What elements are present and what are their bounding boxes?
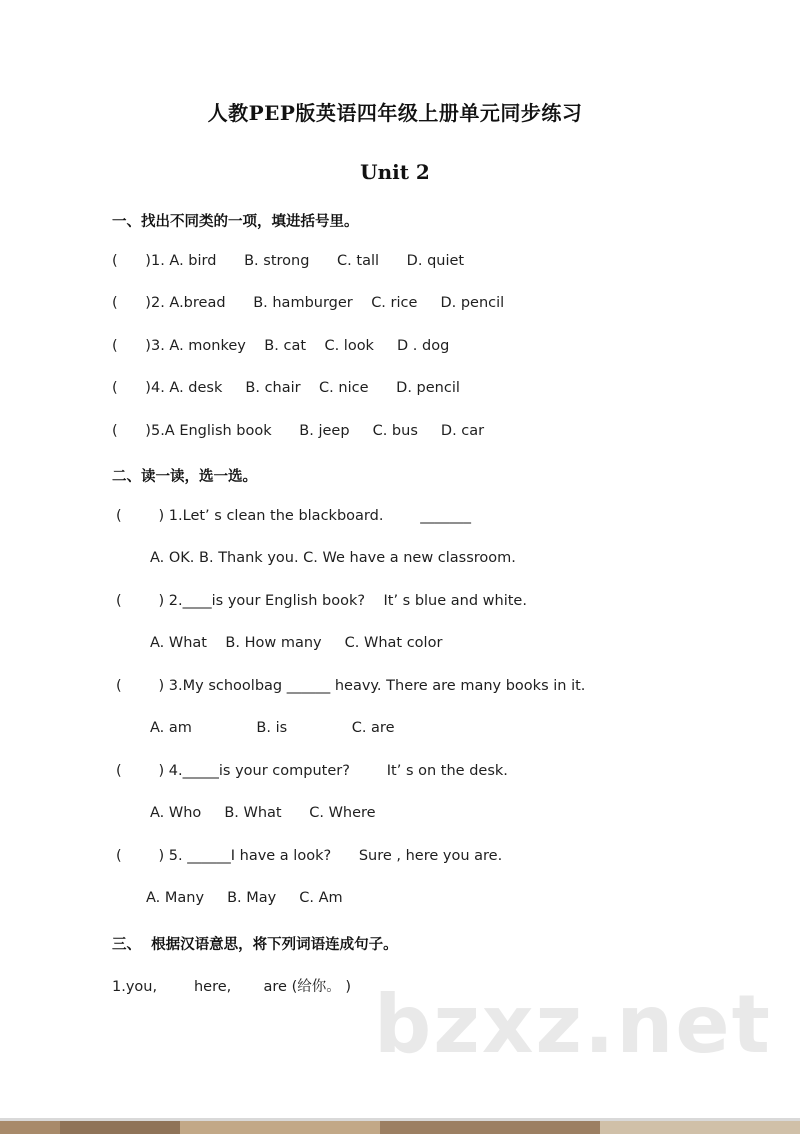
section2-heading: 二、读一读，选一选。 xyxy=(112,469,257,485)
section2-question-2: ( ) 2.____is your English book? It’ s blue and white. xyxy=(116,593,527,609)
section1-item-2: ( )2. A.bread B. hamburger C. rice D. pencil xyxy=(112,295,505,311)
section2-question-3: ( ) 3.My schoolbag ______ heavy. There are many books in it. xyxy=(116,678,586,694)
unit-title: Unit 2 xyxy=(360,160,430,184)
section2-options-4: A. Who B. What C. Where xyxy=(150,805,376,821)
site-watermark: bzxz.net xyxy=(374,978,772,1071)
section2-options-5: A. Many B. May C. Am xyxy=(146,890,343,906)
section2-question-1: ( ) 1.Let’ s clean the blackboard. _______ xyxy=(116,508,472,524)
section2-question-4: ( ) 4._____is your computer? It’ s on the desk. xyxy=(116,763,508,779)
section3-item-1: 1.you, here, are (给你。 ) xyxy=(112,979,351,995)
section2-question-5: ( ) 5. ______I have a look? Sure , here you are. xyxy=(116,848,503,864)
section1-item-5: ( )5.A English book B. jeep C. bus D. car xyxy=(112,423,485,439)
section2-options-1: A. OK. B. Thank you. C. We have a new classroom. xyxy=(150,550,516,566)
section1-item-1: ( )1. A. bird B. strong C. tall D. quiet xyxy=(112,253,465,269)
section2-options-2: A. What B. How many C. What color xyxy=(150,635,443,651)
section3-heading: 三、 根据汉语意思，将下列词语连成句子。 xyxy=(112,937,398,953)
bottom-edge-strip xyxy=(0,1118,800,1134)
page-title: 人教PEP版英语四年级上册单元同步练习 xyxy=(207,101,583,125)
section2-options-3: A. am B. is C. are xyxy=(150,720,395,736)
section1-heading: 一、找出不同类的一项，填进括号里。 xyxy=(112,214,359,230)
section1-item-3: ( )3. A. monkey B. cat C. look D . dog xyxy=(112,338,450,354)
section1-item-4: ( )4. A. desk B. chair C. nice D. pencil xyxy=(112,380,460,396)
